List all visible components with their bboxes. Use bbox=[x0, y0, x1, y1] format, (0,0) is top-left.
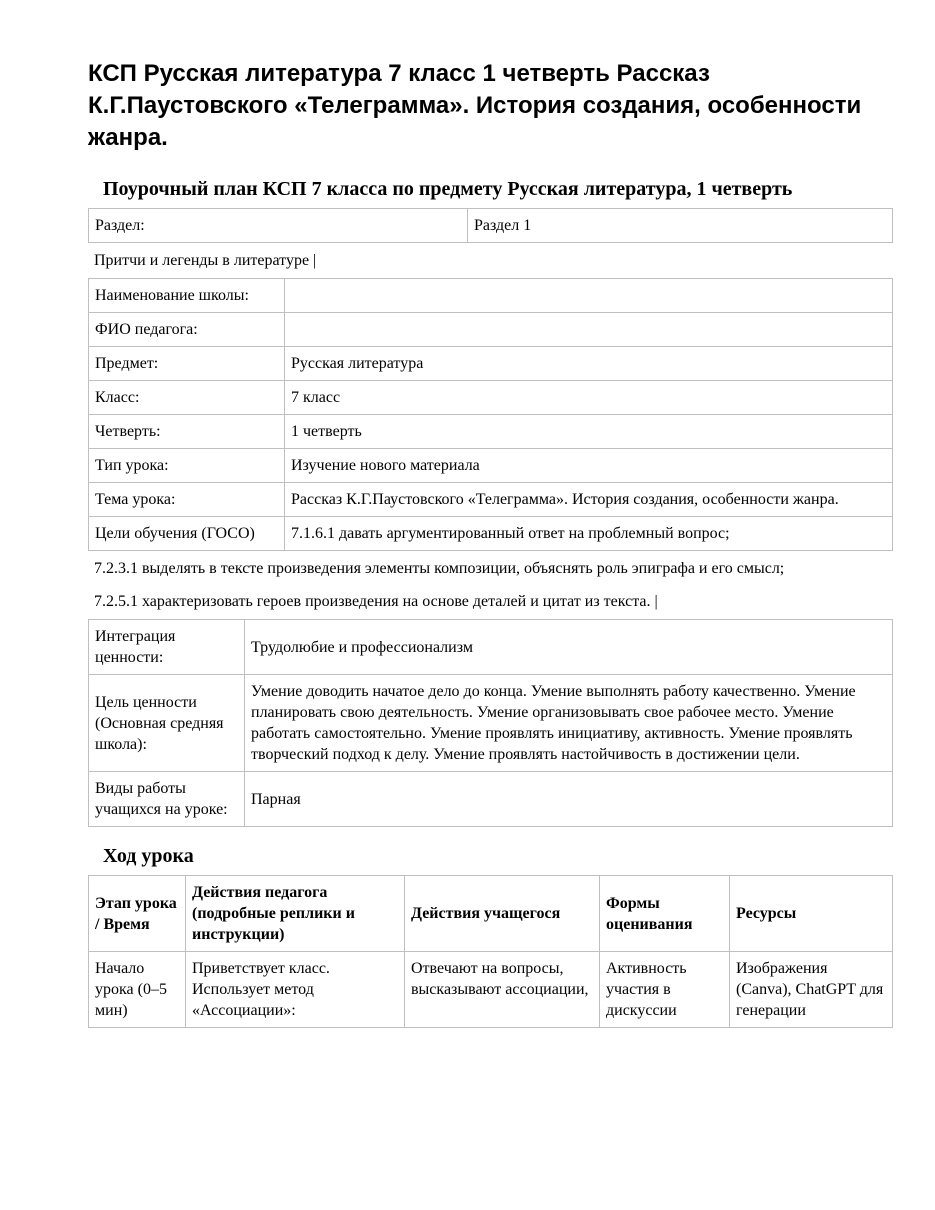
table-row bbox=[89, 675, 893, 772]
info-value: 1 четверть bbox=[285, 415, 893, 449]
info-value: Русская литература bbox=[285, 347, 893, 381]
table-cell: Изображения (Canva), ChatGPT для генерации bbox=[730, 952, 893, 1028]
values-table bbox=[88, 619, 893, 827]
table-row bbox=[89, 620, 893, 675]
document-title: КСП Русская литература 7 класс 1 четверть Рассказ К.Г.Паустовского «Телеграмма». История создания, особенности жанра. bbox=[88, 60, 862, 151]
table-row bbox=[89, 772, 893, 827]
info-label: Тип урока: bbox=[89, 449, 285, 483]
column-header: Действия педагога (подробные реплики и инструкции) bbox=[186, 876, 405, 952]
objective-text: 7.2.3.1 выделять в тексте произведения элементы композиции, объяснять роль эпиграфа и его смысл; bbox=[94, 560, 785, 577]
table-row bbox=[89, 347, 893, 381]
table-row bbox=[89, 279, 893, 313]
values-label: Интеграция ценности: bbox=[89, 620, 245, 675]
info-value: Изучение нового материала bbox=[285, 449, 893, 483]
info-label: Четверть: bbox=[89, 415, 285, 449]
table-row bbox=[89, 517, 893, 551]
section-note: Притчи и легенды в литературе | bbox=[94, 252, 317, 269]
section-label: Раздел: bbox=[89, 209, 468, 243]
table-row bbox=[89, 952, 893, 1028]
table-cell: Приветствует класс. Использует метод «Ассоциации»: bbox=[186, 952, 405, 1028]
table-row bbox=[89, 449, 893, 483]
info-label: Предмет: bbox=[89, 347, 285, 381]
table-cell: Начало урока (0–5 мин) bbox=[89, 952, 186, 1028]
column-header: Этап урока / Время bbox=[89, 876, 186, 952]
info-table bbox=[88, 278, 893, 551]
table-row bbox=[89, 381, 893, 415]
table-row bbox=[89, 209, 893, 243]
table-row bbox=[89, 483, 893, 517]
values-label: Цель ценности (Основная средняя школа): bbox=[89, 675, 245, 772]
info-label: Цели обучения (ГОСО) bbox=[89, 517, 285, 551]
values-value: Парная bbox=[245, 772, 893, 827]
column-header: Ресурсы bbox=[730, 876, 893, 952]
table-header-row bbox=[89, 876, 893, 952]
section-value: Раздел 1 bbox=[468, 209, 893, 243]
plan-heading: Поурочный план КСП 7 класса по предмету Русская литература, 1 четверть bbox=[103, 178, 793, 200]
info-value: 7.1.6.1 давать аргументированный ответ на проблемный вопрос; bbox=[285, 517, 893, 551]
column-header: Действия учащегося bbox=[405, 876, 600, 952]
info-label: Класс: bbox=[89, 381, 285, 415]
objective-text: 7.2.5.1 характеризовать героев произведения на основе деталей и цитат из текста. | bbox=[94, 593, 658, 610]
info-value bbox=[285, 279, 893, 313]
values-value: Умение доводить начатое дело до конца. Умение выполнять работу качественно. Умение планировать свою деятельность. Умение организовывать свое рабочее место. Умение работать самостоятельно. Умение проявлять инициативу, активность. Умение проявлять творческий подход к делу. Умение проявлять настойчивость в достижении цели. bbox=[245, 675, 893, 772]
info-value: Рассказ К.Г.Паустовского «Телеграмма». История создания, особенности жанра. bbox=[285, 483, 893, 517]
table-cell: Отвечают на вопросы, высказывают ассоциации, bbox=[405, 952, 600, 1028]
table-cell: Активность участия в дискуссии bbox=[600, 952, 730, 1028]
lesson-heading: Ход урока bbox=[103, 845, 194, 867]
info-value: 7 класс bbox=[285, 381, 893, 415]
table-row bbox=[89, 313, 893, 347]
info-label: Наименование школы: bbox=[89, 279, 285, 313]
info-label: Тема урока: bbox=[89, 483, 285, 517]
column-header: Формы оценивания bbox=[600, 876, 730, 952]
lesson-table bbox=[88, 875, 893, 1028]
info-label: ФИО педагога: bbox=[89, 313, 285, 347]
section-table bbox=[88, 208, 893, 243]
values-value: Трудолюбие и профессионализм bbox=[245, 620, 893, 675]
values-label: Виды работы учащихся на уроке: bbox=[89, 772, 245, 827]
info-value bbox=[285, 313, 893, 347]
table-row bbox=[89, 415, 893, 449]
document-page bbox=[88, 58, 893, 1028]
